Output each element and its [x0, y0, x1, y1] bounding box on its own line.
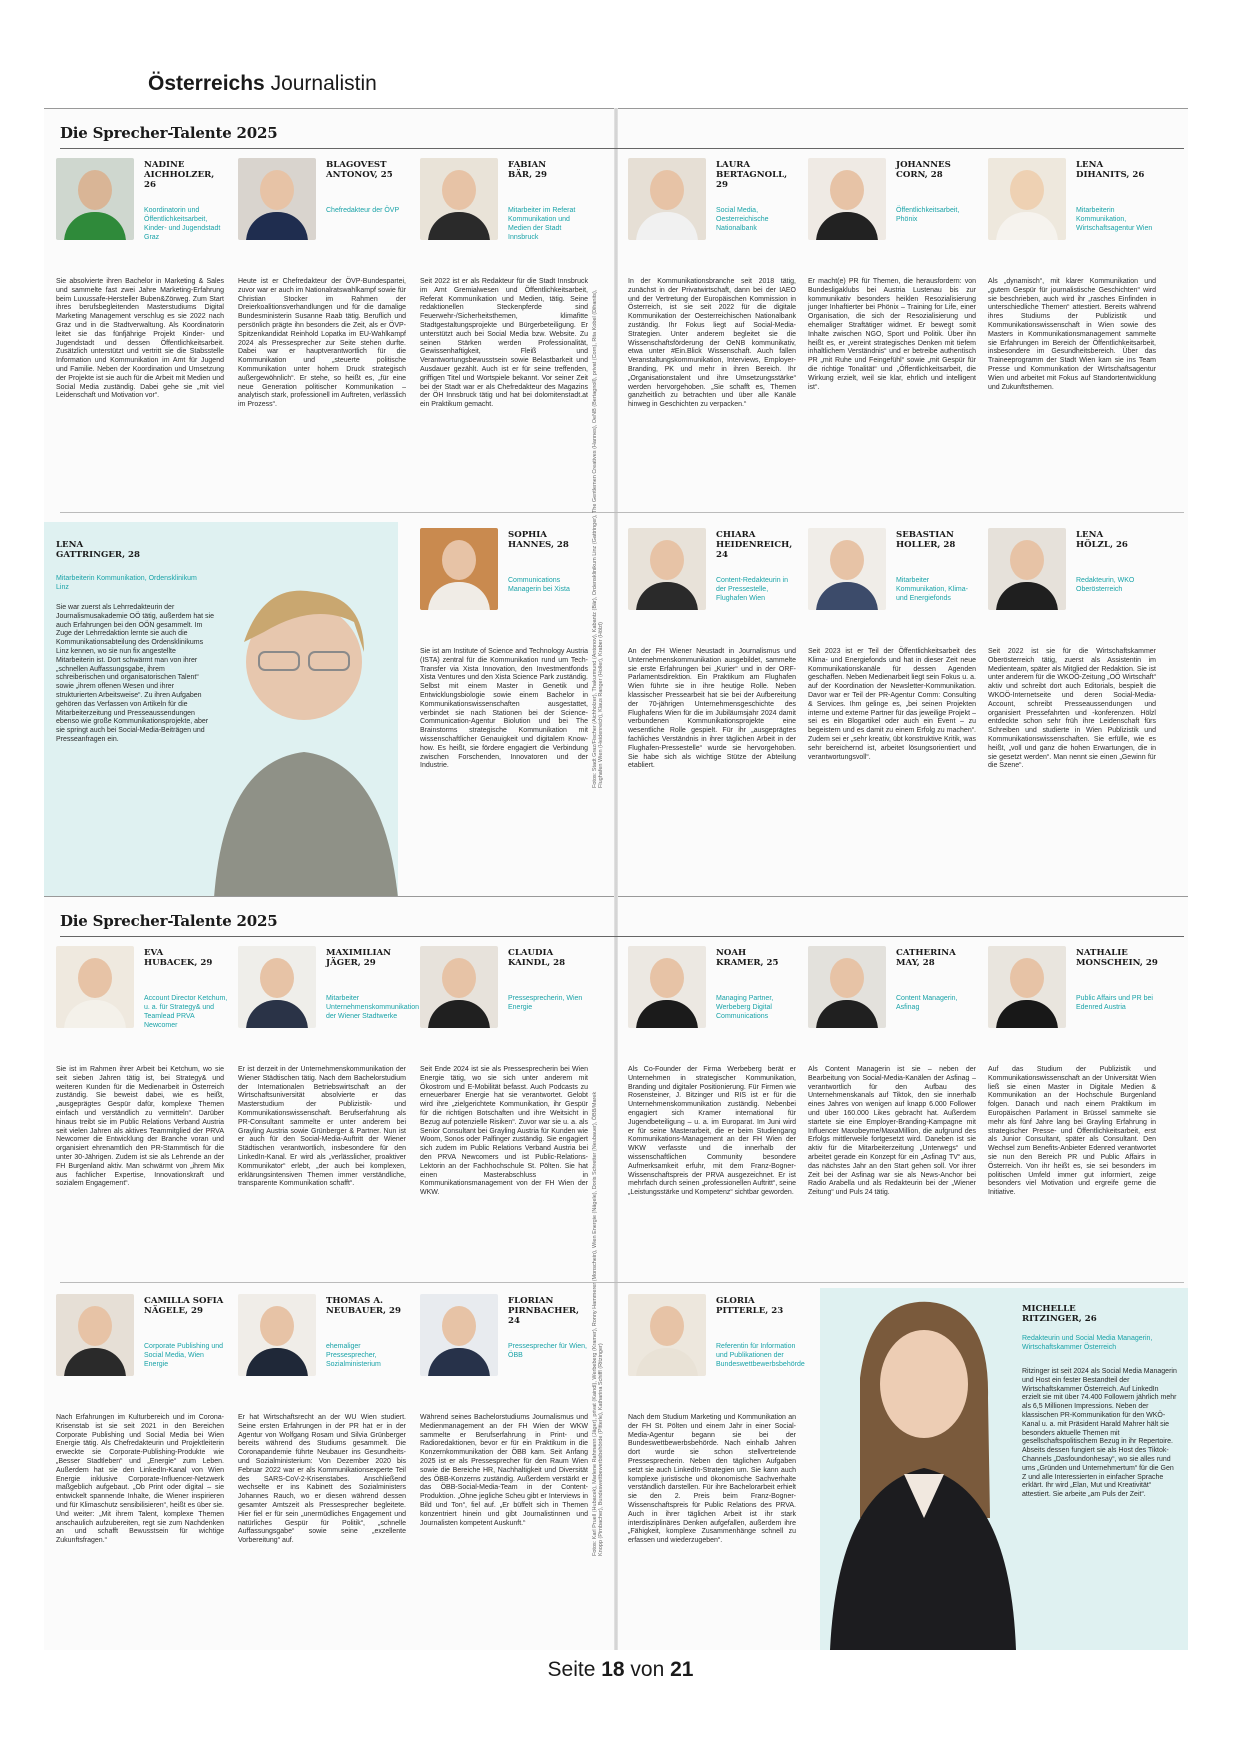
talent-card — [628, 946, 800, 1306]
talent-bio: Während seines Bachelorstudiums Journalismus und Medienmanagement an der FH Wien der WKW sammelte er Berufserfahrung in Print- und Radioredaktionen, bevor er für ein Praktikum in die Konzernkommunikation der ÖBB kam. Seit Anfang 2025 ist er als Pressesprecher für den Raum Wien sowie die Bereiche HR, Nachhaltigkeit und Diversität des ÖBB-Konzerns zuständig. Außerdem verstärkt er das ÖBB-Social-Media-Team in der Content-Produktion. „Ohne jegliche Scheu gibt er Interviews in Bild und Ton“, fiel auf. „Er büffelt sich in Themen konzentriert hinein und gibt Journalistinnen und Journalisten kompetent Auskunft.“ — [420, 1414, 588, 1527]
talent-role: Redakteurin, WKO Oberösterreich — [1076, 577, 1135, 593]
page-number: 18 — [601, 1658, 625, 1681]
talent-role: Social Media, Oesterreichische Nationalbank — [716, 207, 769, 232]
talent-role: Content-Redakteurin in der Pressestelle, Flughafen Wien — [716, 577, 788, 602]
talent-name: EVA HUBACEK, 29 — [144, 948, 213, 968]
talent-role: Mitarbeiter Kommunikation, Klima- und Energiefonds — [896, 577, 968, 602]
talent-name: CLAUDIA KAINDL, 28 — [508, 948, 566, 968]
talent-role: Mitarbeiterin Kommunikation, Wirtschaftsagentur Wien — [1076, 207, 1153, 232]
document-header — [148, 72, 377, 96]
talent-bio: Er hat Wirtschaftsrecht an der WU Wien studiert. Seine ersten Erfahrungen in der PR hat er in der Agentur von Wolfgang Rosam und Silvia Grünberger bereits während des Studiums gesammelt. Die Coronapandemie führte Neubauer ins Gesundheits- und Sozialministerium: Von Dezember 2020 bis Februar 2022 war er als Kommunikationsexperte Teil des SARS-CoV-2-Krisenstabes. Anschließend wechselte er ins Kabinett des Sozialministers Johannes Rauch, wo er diesen während dessen gesamter Amtszeit als Pressesprecher begleitete. Hier fiel er für sein „unermüdliches Engagement und natürliches Gespür für Politik“, „schnelle Auffassungsgabe“ sowie seine „exzellente Vorbereitung“ auf. — [238, 1414, 406, 1545]
talent-bio: Seit Ende 2024 ist sie als Pressesprecherin bei Wien Energie tätig, wo sie sich unter anderem mit Ökostrom und E-Mobilität befasst. Auch Podcasts zu erneuerbarer Energie hat sie verantwortet. Gelobt wird ihre „zielgerichtete Kommunikation, ihr Gespür für die richtigen Botschaften und ihre Weitsicht in Bezug auf potenzielle Risiken“. Zuvor war sie u. a. als Senior Consultant bei Grayling Austria für Kunden wie Woom, Sonos oder Palfinger zuständig. Sie engagiert sich zudem im Public Relations Verband Austria bei den PRVA Newcomers und ist Public-Relations-Lektorin an der Fachhochschule St. Pölten. Sie hat einen Masterabschluss in Kommunikationsmanagement von der FH Wien der WKW. — [420, 1066, 588, 1197]
talent-name: LENA DIHANITS, 26 — [1076, 160, 1145, 180]
talent-name: JOHANNES CORN, 28 — [896, 160, 951, 180]
footer-mid: von — [624, 1658, 671, 1681]
talent-role: Account Director Ketchum, u. a. für Strategy& und Teamlead PRVA Newcomer — [144, 995, 228, 1029]
page-footer — [0, 1658, 1241, 1682]
talent-name: CHIARA HEIDENREICH, 24 — [716, 530, 793, 560]
talent-name: BLAGOVEST ANTONOV, 25 — [326, 160, 393, 180]
talent-bio: In der Kommunikationsbranche seit 2018 tätig, zunächst in der Privatwirtschaft, dann bei der IAEO und der Vertretung der Europäischen Kommission in Österreich, ist sie seit 2022 für die digitale Kommunikation der Oesterreichischen Nationalbank zuständig. Ihr Fokus liegt auf Social-Media-Strategien. Unter anderem begleitet sie die Wissenschaftsförderung der OeNB kommunikativ, etwa unter #Ein.Blick Wissenschaft. Auch fallen Veranstaltungskommunikation, Interviews, Employer-Branding, PK und mehr in ihren Bereich. Ihr „Organisationstalent und ihre Umsetzungsstärke“ werden hervorgehoben. „Sie schafft es, Themen ganzheitlich zu betrachten und über alle Kanäle hinweg in Geschichten zu verpacken.“ — [628, 278, 796, 409]
talent-name: LENA HÖLZL, 26 — [1076, 530, 1128, 550]
talent-name: SOPHIA HANNES, 28 — [508, 530, 569, 550]
talent-card — [808, 946, 980, 1306]
talent-card — [238, 158, 410, 518]
footer-pre: Seite — [547, 1658, 602, 1681]
spread-top — [44, 108, 1188, 898]
talent-role: Content Managerin, Asfinag — [896, 995, 958, 1011]
talent-card — [988, 158, 1160, 518]
feature-bio: Sie war zuerst als Lehrredakteurin der Journalismusakademie OÖ tätig, außerdem hat sie auch Erfahrungen bei den OÖN gesammelt. Im Zuge der Lehrredaktion lernte sie auch die Kommunikationsabteilung des Ordensklinikums Linz kennen, wo sie nun fix angestellte Mitarbeiterin ist. Dort schwärmt man von ihrer „schnellen Auffassungsgabe, ihrem schreiberischen und organisatorischen Talent“ sowie „ihrem offenen Wesen und ihrer strukturierten Arbeitsweise“. Zu ihren Aufgaben gehören das Verfassen von Artikeln für die Mitarbeiterzeitung und Presseaussendungen ebenso wie große Kommunikationsprojekte, aber sie springt auch bei Social-Media-Beiträgen und Presseanfragen ein. — [56, 604, 214, 743]
talent-bio: Heute ist er Chefredakteur der ÖVP-Bundespartei, zuvor war er auch im Nationalratswahlkampf sowie für Christian Stocker im Rahmen der Dreierkoalitionsverhandlungen und für die damalige Bundesministerin Susanne Raab tätig. Beruflich und persönlich prägte ihn besonders die Zeit, als er ÖVP-Spitzenkandidat Reinhold Lopatka im EU-Wahlkampf 2024 als Pressesprecher zur Seite stehen durfte. Dabei war er hauptverantwortlich für die Kommunikation und „steuerte politische Kommunikation unter hohem Druck strategisch außergewöhnlich“. Er stehe, so heißt es, „für eine neue Generation politischer Kommunikation – analytisch stark, professionell im Auftreten, verlässlich im Prozess“. — [238, 278, 406, 409]
talent-name: FLORIAN PIRNBACHER, 24 — [508, 1296, 580, 1326]
talent-bio: Auf das Studium der Publizistik und Kommunikationswissenschaft an der Universität Wien ließ sie einen Master in Digitale Medien & Kommunikation an der Hochschule Burgenland folgen. Danach und nach einem Praktikum im Europäischen Parlament in Brüssel sammelte sie mehr als fünf Jahre lang bei Grayling Erfahrung in strategischer Presse- und Öffentlichkeitsarbeit, erst als Junior Consultant, später als Consultant. Den Wechsel zum Benefits-Anbieter Edenred verantwortet sie nun den Bereich PR und Public Affairs in Österreich. Von ihr heißt es, sie sei besonders im politischen Umfeld immer gut informiert, zeige besonders viel Motivation und ergreife gerne die Initiative. — [988, 1066, 1156, 1197]
talent-name: CATHERINA MAY, 28 — [896, 948, 956, 968]
spread-bottom — [44, 896, 1188, 1650]
feature-photo — [204, 542, 398, 898]
talent-card — [628, 528, 800, 888]
page-total: 21 — [670, 1658, 694, 1681]
talent-name: THOMAS A. NEUBAUER, 29 — [326, 1296, 401, 1316]
talent-name: FABIAN BÄR, 29 — [508, 160, 548, 180]
talent-bio: Als „dynamisch“, mit klarer Kommunikation und „gutem Gespür für journalistische Geschichten“ wird sie beschrieben, auch wird ihr „rasches Einfinden in unterschiedliche Themen“ attestiert. Bereits während ihres Studiums der Publizistik und Kommunikationswissenschaft in Wien sowie des Masters in Kommunikationsmanagement sammelte sie Erfahrungen im Bereich der Öffentlichkeitsarbeit, insbesondere im Gesundheitsbereich. Über das Traineeprogramm der Stadt Wien kam sie ins Team Presse und Kommunikation der Wirtschaftsagentur Wien und arbeitet mit Fokus auf Standortentwicklung und Zukunftsthemen. — [988, 278, 1156, 391]
talent-card — [988, 528, 1160, 888]
feature-photo — [820, 1288, 1020, 1650]
talent-role: Communications Managerin bei Xista — [508, 577, 570, 593]
talent-card — [808, 158, 980, 518]
feature-role: Mitarbeiterin Kommunikation, Ordensklinikum Linz — [56, 575, 197, 591]
feature-name: MICHELLE RITZINGER, 26 — [1022, 1304, 1097, 1324]
talent-bio: Er macht(e) PR für Themen, die herausfordern: von Bundesligaklubs bei Austria Lustenau bis zur kommunikativ besonders heiklen Resozialisierung junger Inhaftierter bei Phönix – Training for Life, einer Organisation, die sich der Resozialisierung und ehemaliger Straftätiger widmet. Er bewegt somit Inhalte zwischen NGO, Sport und Politik. Über ihn heißt es, er „vereint strategisches Denken mit tiefem inhaltlichem Verständnis“ und er betreibe authentisch PR „mit Ruhe und Feingefühl“ sowie „mit Gespür für die richtige Tonalität“ und „Öffentlichkeitsarbeit, die Wirkung erzielt, weil sie klar, ehrlich und intelligent ist“. — [808, 278, 976, 391]
talent-role: Referentin für Information und Publikationen der Bundeswettbewerbsbehörde — [716, 1343, 805, 1368]
feature-name: LENA GATTRINGER, 28 — [56, 540, 141, 560]
talent-card — [628, 158, 800, 518]
talent-bio: Nach Erfahrungen im Kulturbereich und im Corona-Krisenstab ist sie seit 2021 in den Bereichen Corporate Publishing und Social Media bei Wien Energie tätig. Als Chefredakteurin und Projektleiterin erweckte sie Corporate-Publishing-Produkte wie „Besser Stadtleben“ und „Energie“ zum Leben. Außerdem hat sie den LinkedIn-Kanal von Wien Energie inklusive Corporate-Influencer-Netzwerk maßgeblich aufgebaut. „Ob Print oder digital – sie entwickelt spannende Inhalte, die Wiener inspirieren und für Klimaschutz sensibilisieren“, heißt es über sie. Und weiter: „Mit ihrem Talent, komplexe Themen anschaulich aufzubereiten, regt sie zum Nachdenken an und schafft Bewusstsein für wichtige Zukunftsfragen.“ — [56, 1414, 224, 1545]
talent-role: ehemaliger Pressesprecher, Sozialministerium — [326, 1343, 381, 1368]
talent-card — [56, 1294, 228, 1650]
talent-name: NOAH KRAMER, 25 — [716, 948, 779, 968]
talent-role: Public Affairs und PR bei Edenred Austria — [1076, 995, 1153, 1011]
talent-card — [238, 1294, 410, 1650]
talent-role: Koordinatorin und Öffentlichkeitsarbeit, Kinder- und Jugendstadt Graz — [144, 207, 221, 241]
talent-role: Chefredakteur der ÖVP — [326, 207, 400, 214]
talent-name: MAXIMILIAN JÄGER, 29 — [326, 948, 391, 968]
photo-credits: Fotos: Karl Pruell (Hubacek), Marlene Rahmann (Jäger), privat (Kaindl), Werbeberg (Kramer), Ronny Hammerer (Monschein), Wien Energie (Nägele), Doris Schretter (Neubauer), ÖBB/Marek Knopp (Pirnbacher), Bundeswettbewerbsbehörde (Pitterle), Katharina Schiffl (Ritzinger) — [592, 1091, 604, 1556]
talent-role: Pressesprecher für Wien, ÖBB — [508, 1343, 587, 1359]
header-rest: Journalistin — [264, 72, 377, 95]
talent-bio: An der FH Wiener Neustadt in Journalismus und Unternehmenskommunikation ausgebildet, sammelte sie erste Erfahrungen bei „Kurier“ und in der ORF-Parlamentsdirektion. Ein Praktikum am Flughafen Wien führte sie in ihre heutige Rolle. Neben klassischer Pressearbeit hat sie bei der Aufbereitung der 70-jährigen Unternehmensgeschichte des Flughafens Wien für die im Jubiläumsjahr 2024 damit verbundenen Kommunikationsprojekte eine wesentliche Rolle gespielt. Für ihr „ausgeprägtes fachliches Verständnis in ihrer täglichen Arbeit in der Flughafen-Pressestelle“ wurde sie hervorgehoben. Sie habe sich als wichtige Stütze der Abteilung etabliert. — [628, 648, 796, 770]
talent-role: Mitarbeiter Unternehmenskommunikation der Wiener Stadtwerke — [326, 995, 419, 1020]
talent-role: Pressesprecherin, Wien Energie — [508, 995, 583, 1011]
header-bold: Österreichs — [148, 72, 265, 95]
talent-bio: Sie ist am Institute of Science and Technology Austria (ISTA) zentral für die Kommunikation rund um Tech-Transfer via Xista Innovation, den Investmentfonds Xista Ventures und den Xista Science Park zuständig. Selbst mit einem Master in Genetik und Entwicklungsbiologie sowie einem Bachelor in Kommunikationswissenschaften ausgestattet, verbindet sie nach Stationen bei der Science-Communication-Agentur Biolution und bei The Brainstorms strategische Kommunikation mit wissenschaftlicher Genauigkeit und digitalem Know-how. Es heißt, sie fördere engagiert die Verbindung zwischen Forschenden, Innovatoren und der Industrie. — [420, 648, 588, 770]
section-title: Die Sprecher-Talente 2025 — [60, 124, 278, 142]
talent-card — [420, 946, 592, 1306]
talent-bio: Sie ist im Rahmen ihrer Arbeit bei Ketchum, wo sie seit sieben Jahren tätig ist, bei Strategy& und weiteren Kunden für die Medienarbeit in Österreich zuständig. Sie beweist dabei, wie es heißt, „ausgeprägtes Gespür dafür, komplexe Themen einfach und verständlich zu vermitteln“. Darüber hinaus treibt sie im Public Relations Verband Austria seit vielen Jahren als aktives Teammitglied der PRVA Newcomer die Entwicklung der Branche voran und organisiert ehrenamtlich den PR-Stammtisch für die unter 30-Jährigen. Zudem ist sie als Lehrende an der FH Burgenland aktiv. Man schwärmt von „ihrem Mix aus fachlicher Expertise, Innovationskraft und sozialem Engagement“. — [56, 1066, 224, 1188]
photo-credits: Fotos: Stadt Graz/Fischer (Aichholzer), Thakurmund (Antonov), Kabantz (Bär), Ordensklinikum Linz (Gattringer), The Gentlemen Creatives (Hannes), OeNB (Bertagnoll), privat (Corn), Rita Kobel (Dihanits), Flughafen Wien (Heidenreich), Klaus Ranger (Holler), Kraber (Hölzl) — [592, 289, 604, 788]
talent-role: Öffentlichkeitsarbeit, Phönix — [896, 207, 960, 223]
talent-name: CAMILLA SOFIA NÄGELE, 29 — [144, 1296, 224, 1316]
talent-card — [420, 158, 592, 518]
talent-card — [56, 946, 228, 1306]
talent-card — [628, 1294, 805, 1650]
talent-role: Mitarbeiter im Referat Kommunikation und Medien der Stadt Innsbruck — [508, 207, 576, 241]
talent-bio: Als Co-Founder der Firma Werbeberg berät er Unternehmen in strategischer Kommunikation, Branding und digitaler Positionierung. Für Firmen wie Rosensteiner, J. Bitzinger und RIS ist er für die Unternehmenskommunikation zuständig. Nebenbei engagiert sich Kramer international für Jugendbeteiligung – u. a. im Europarat. Im Juni wird er für seine Masterarbeit, die er beim Studiengang Kommunikations-Management an der FH Wien der WKW verfasste und die innerhalb der wissenschaftlichen Community besondere Aufmerksamkeit erfuhr, mit dem Franz-Bogner-Wissenschaftspreis der PRVA ausgezeichnet. Er ist mehrfach durch seinen „professionellen Auftritt“, seine „Leistungsstärke und Kompetenz“ sichtbar geworden. — [628, 1066, 796, 1197]
feature-role: Redakteurin und Social Media Managerin, Wirtschaftskammer Österreich — [1022, 1335, 1153, 1351]
talent-name: SEBASTIAN HOLLER, 28 — [896, 530, 956, 550]
talent-card — [420, 1294, 592, 1650]
feature-box — [44, 522, 398, 898]
talent-card — [808, 528, 980, 888]
feature-bio: Ritzinger ist seit 2024 als Social Media Managerin und Host ein fester Bestandteil der Wirtschaftskammer Österreich. Auf LinkedIn erzielt sie mit über 74.400 Followern jährlich mehr als 6,5 Millionen Impressions. Neben der klassischen PR-Kommunikation für den WKÖ-Kanal u. a. mit Präsident Harald Mahrer hält sie besonders aktuelle Themen mit gesellschaftspolitischem Bezug in ihr Repertoire. Abseits dessen fungiert sie als Host des Tiktok-Channels „Dasfoundonhesay“, wo sie alles rund ums „Gründen und Unternehmertum“ für die Gen Z und alle Interessierten in einfacher Sprache erklärt. Ihr wird „Elan, Mut und Kreativität“ attestiert. Sie arbeite „am Puls der Zeit“. — [1022, 1368, 1177, 1499]
talent-role: Corporate Publishing und Social Media, Wien Energie — [144, 1343, 223, 1368]
talent-name: LAURA BERTAGNOLL, 29 — [716, 160, 788, 190]
section-title: Die Sprecher-Talente 2025 — [60, 912, 278, 930]
talent-name: NADINE AICHHOLZER, 26 — [144, 160, 215, 190]
talent-role: Managing Partner, Werbeberg Digital Communications — [716, 995, 774, 1020]
talent-bio: Nach dem Studium Marketing und Kommunikation an der FH St. Pölten und einem Jahr in einer Social-Media-Agentur begann sie bei der Bundeswettbewerbsbehörde. Nach einhalb Jahren dort wurde sie schon stellvertretende Pressesprecherin. Neben den täglichen Aufgaben setzt sie auch LinkedIn-Strategien um. Sie kann auch komplexe juristische und ökonomische Sachverhalte verständlich darstellen. Für ihre Bachelorarbeit erhielt sie den 2. Preis beim Franz-Bogner-Wissenschaftspreis für Public Relations des PRVA. Auch in ihrer täglichen Arbeit ist ihr stark interdisziplinäres Denken aufgefallen, außerdem ihre „Fähigkeit, komplexe Zusammenhänge schnell zu erfassen und wiederzugeben“. — [628, 1414, 796, 1545]
talent-card — [238, 946, 419, 1306]
feature-box — [820, 1288, 1188, 1650]
talent-bio: Seit 2023 ist er Teil der Öffentlichkeitsarbeit des Klima- und Energiefonds und hat in dieser Zeit neue Kommunikationskanäle für dessen Agenden geschaffen. Neben Medienarbeit liegt sein Fokus u. a. auf der Koordination der Newsletter-Kommunikation. Davor war er Teil der PR-Agentur Comm: Consulting & Services. Ihm gelinge es, „bei seinen Projekten interne und externe Partner für das jeweilige Projekt – sei es ein Blogartikel oder auch ein Event – zu begeistern und es damit zu einem Erfolg zu machen“. Zudem sei er „sehr kreativ, übt konstruktive Kritik, was sehr bereichernd ist, arbeitet lösungsorientiert und verantwortungsvoll“. — [808, 648, 976, 761]
talent-card — [420, 528, 592, 888]
talent-card — [56, 158, 228, 518]
talent-bio: Als Content Managerin ist sie – neben der Bearbeitung von Social-Media-Kanälen der Asfinag – verantwortlich für den Aufbau des Unternehmenskanals auf Tiktok, den sie innerhalb eines Jahres von wenigen auf knapp 6.000 Follower und über 160.000 Likes gebracht hat. Außerdem startete sie eine Employer-Branding-Kampagne mit Influencer Maxobeyme/MaxaMillion, die aufgrund des Erfolgs mittlerweile fortgesetzt wird. Daneben ist sie aktiv für die Mitarbeiterzeitung „Unterwegs“ und arbeitet gerade ein Konzept für ein „Asfinag TV“ aus, das nächstes Jahr an den Start gehen soll. Vor ihrer Zeit bei der Asfinag war sie als News-Anchor bei Radio Arabella und als Redakteurin bei der „Wiener Zeitung“ und Puls 24 tätig. — [808, 1066, 976, 1197]
talent-bio: Sie absolvierte ihren Bachelor in Marketing & Sales und sammelte fast zwei Jahre Marketing-Erfahrung beim Luxussafe-Hersteller Buben&Zörweg. Zum Start ihres berufsbegleitenden Masterstudiums Digital Marketing Management verschlug es sie 2022 nach Graz und in die Stadtverwaltung. Als Koordinatorin leitet sie das fünfjährige Projekt Kinder- und Jugendstadt und dessen Öffentlichkeitsarbeit. Zusätzlich unterstützt und vertritt sie die Stabsstelle Information und Kommunikation im Amt für Jugend und Familie. Neben der Koordination und Umsetzung der Projekte ist sie auch für die Arbeit mit Medien und Social Media zuständig. Dabei gehe sie „mit viel Leidenschaft und Motivation vor“. — [56, 278, 224, 400]
talent-bio: Seit 2022 ist sie für die Wirtschaftskammer Oberösterreich tätig, zuerst als Assistentin im Medienteam, später als Mitglied der Redaktion. Sie ist unter anderem für die WKOÖ-Zeitung „OÖ Wirtschaft“ aktiv und schreibt dort auch Editorials, bespielt die WKOÖ-Internetseite und deren Social-Media-Account, schreibt Presseaussendungen und organisiert Pressefahrten und -konferenzen. Hölzl entdeckte schon sehr früh ihre Leidenschaft fürs Schreiben und studierte in Wien Publizistik und Kommunikationswissenschaften. Sie erfülle, wie es heißt, „voll und ganz die hohen Erwartungen, die in sie gesetzt werden“. Man nennt sie einen „Gewinn für die Szene“. — [988, 648, 1156, 770]
talent-name: NATHALIE MONSCHEIN, 29 — [1076, 948, 1158, 968]
talent-bio: Seit 2022 ist er als Redakteur für die Stadt Innsbruck im Amt Gremialwesen und Öffentlichkeitsarbeit, Referat Kommunikation und Medien, tätig. Seine redaktionellen Steckenpferde sind Feuerwehr-/Sicherheitsthemen, klimafitte Stadtgestaltungsprojekte und Bürgerbeteiligung. Er unterstützt auch bei Social Media bzw. Website. Zu seinen Stärken werden Professionalität, Gewissenhaftigkeit, Fleiß und Verantwortungsbewusstsein sowie Belastbarkeit und Ausdauer gezählt. Auch ist er für seine treffenden, griffigen Titel und Wortspiele bekannt. Vor seiner Zeit bei der Stadt war er als Chefredakteur des Magazins der ÖH Innsbruck tätig und hat bei dolomitenstadt.at ein Praktikum gemacht. — [420, 278, 588, 409]
talent-card — [988, 946, 1160, 1306]
talent-name: GLORIA PITTERLE, 23 — [716, 1296, 784, 1316]
talent-bio: Er ist derzeit in der Unternehmenskommunikation der Wiener Städtischen tätig. Nach dem Bachelorstudium der Internationalen Betriebswirtschaft an der Wirtschaftsuniversität absolvierte er das Masterstudium der Publizistik- und Kommunikationswissenschaft. Berufserfahrung als PR-Consultant sammelte er unter anderem bei Grayling Austria sowie Grünberger & Partner. Nun ist er auch für den Social-Media-Auftritt der Wiener Städtischen verantwortlich, insbesondere für den LinkedIn-Kanal. Er wird als „verlässlicher, proaktiver Kommunikator“ erlebt, „der auch bei komplexen, erklärungsintensiven Themen immer verständliche, transparente Kommunikation schafft“. — [238, 1066, 406, 1188]
